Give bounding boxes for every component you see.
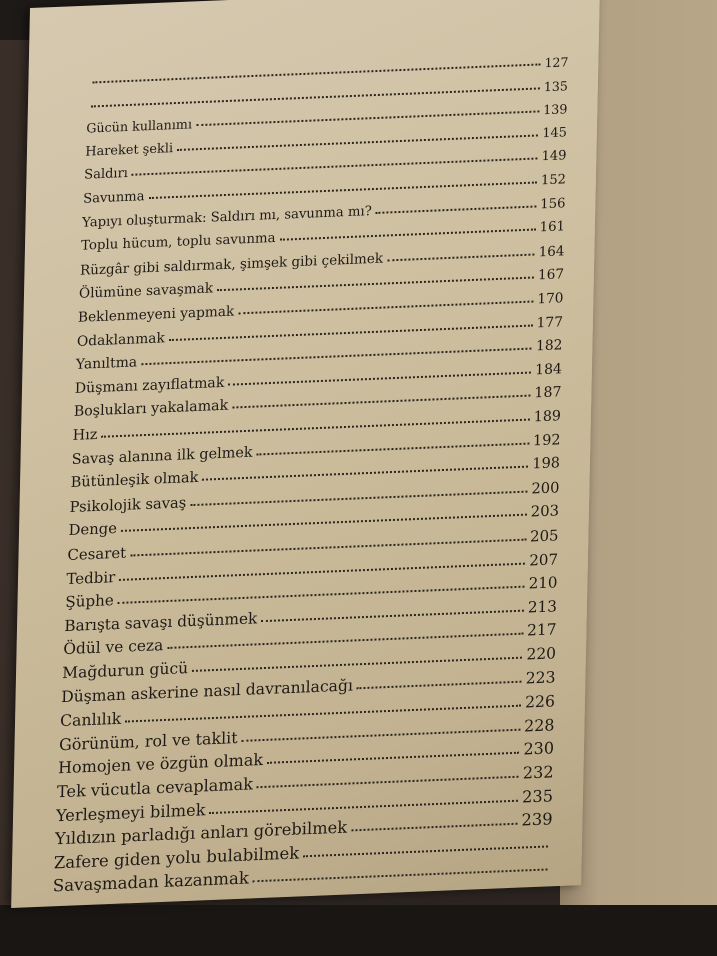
toc-entry-page-number: 127 (544, 54, 569, 71)
toc-entry-title: Gücün kullanımı (86, 116, 193, 136)
toc-entry-title: Hız (72, 426, 98, 444)
dot-leader (261, 609, 524, 622)
toc-entry-page-number: 170 (537, 290, 564, 308)
toc-entry-page-number: 220 (526, 644, 557, 664)
dot-leader (253, 869, 548, 883)
toc-entry-page-number: 187 (534, 384, 562, 402)
toc-entry-title: Görünüm, rol ve taklit (58, 727, 238, 755)
dot-leader (387, 253, 535, 261)
toc-entry-page-number: 152 (540, 172, 567, 189)
background-bottom (0, 905, 717, 956)
toc-entry-title: Boşlukları yakalamak (73, 398, 229, 421)
dot-leader (351, 823, 517, 832)
toc-entry-title: Cesaret (67, 543, 127, 565)
toc-entry-page-number: 223 (525, 667, 556, 688)
toc-entry-title: Yapıyı oluşturmak: Saldırı mı, savunma mı? (81, 203, 372, 231)
dot-leader (228, 371, 531, 385)
dot-leader (217, 277, 534, 292)
toc-entry-page-number: 200 (531, 479, 560, 498)
toc-entry-page-number: 210 (528, 573, 558, 593)
toc-entry-page-number: 135 (543, 77, 569, 94)
dot-leader (267, 752, 519, 764)
toc-entry-title: Psikolojik savaş (69, 494, 187, 516)
toc-entry-title: Beklenmeyeni yapmak (77, 303, 235, 326)
dot-leader (257, 776, 519, 789)
dot-leader (209, 799, 518, 813)
toc-entry-title: Toplu hücum, toplu savunma (80, 231, 276, 254)
dot-leader (169, 324, 533, 341)
toc-entry-title: Bütünleşik olmak (70, 470, 199, 492)
dot-leader (242, 728, 521, 741)
dot-leader (92, 63, 540, 83)
dot-leader (232, 395, 530, 409)
dot-leader (303, 845, 548, 857)
dot-leader (190, 490, 527, 506)
toc-entry-title: Düşman askerine nasıl davranılacağı (61, 676, 354, 706)
toc-entry-title: Düşmanı zayıflatmak (74, 374, 225, 397)
toc-entry-title: Zafere giden yolu bulabilmek (53, 843, 300, 873)
toc-entry-title: Ölümüne savaşmak (78, 280, 214, 303)
toc-entry-page-number: 213 (527, 597, 558, 617)
toc-entry-page-number: 164 (538, 243, 565, 261)
toc-entry-title: Ödül ve ceza (63, 636, 164, 659)
table-of-contents (11, 0, 600, 908)
toc-entry-page-number: 205 (529, 526, 559, 546)
dot-leader (238, 301, 533, 315)
dot-leader (91, 87, 540, 107)
dot-leader (132, 158, 538, 176)
toc-entry-page-number: 203 (530, 502, 560, 521)
toc-entry-title: Savaşmadan kazanmak (52, 868, 250, 896)
toc-entry-page-number: 189 (533, 408, 562, 426)
toc-entry-page-number: 177 (536, 313, 564, 331)
toc-entry-title: Savaş alanına ilk gelmek (71, 444, 253, 468)
toc-entry-title: Mağdurun gücü (62, 659, 189, 683)
toc-entry-title: Tek vücutla cevaplamak (56, 774, 254, 802)
toc-entry-title: Yıldızın parladığı anları görebilmek (54, 817, 348, 849)
toc-entry-title: Homojen ve özgün olmak (57, 750, 264, 778)
toc-entry-page-number: 232 (522, 762, 554, 783)
toc-entry-title: Denge (68, 520, 118, 540)
toc-entry-page-number: 239 (521, 809, 553, 830)
toc-entry-title: Saldırı (84, 166, 129, 184)
toc-entry-page-number: 149 (541, 148, 567, 165)
toc-entry-page-number: 184 (534, 361, 563, 379)
toc-entry-page-number: 167 (537, 266, 565, 284)
toc-entry-title: Şüphe (65, 591, 114, 612)
toc-entry-page-number: 230 (523, 738, 555, 759)
toc-entry-title: Hareket şekli (85, 140, 174, 160)
toc-entry-title: Rüzgâr gibi saldırmak, şimşek gibi çekilmek (79, 250, 384, 279)
dot-leader (279, 229, 535, 241)
toc-entry-title: Odaklanmak (76, 329, 165, 350)
toc-entry-page-number: 192 (532, 431, 561, 450)
dot-leader (256, 442, 528, 455)
toc-entry-page-number: 156 (540, 195, 566, 212)
dot-leader (148, 181, 537, 199)
toc-entry-title: Canlılık (59, 708, 122, 731)
toc-entry-page-number: 228 (523, 715, 555, 736)
toc-entry-page-number: 217 (526, 620, 557, 640)
toc-entry-page-number: 207 (529, 549, 559, 570)
dot-leader (141, 348, 532, 366)
dot-leader (376, 205, 537, 213)
dot-leader (177, 134, 538, 151)
toc-entry-page-number: 198 (532, 455, 561, 473)
toc-entry-title: Savunma (83, 189, 145, 207)
dot-leader (202, 466, 528, 481)
dot-leader (196, 111, 539, 127)
toc-entry-page-number: 139 (543, 101, 568, 118)
toc-entry-title: Tedbir (66, 567, 116, 588)
dot-leader (192, 657, 522, 672)
book-page (11, 0, 600, 908)
toc-entry-title: Yerleşmeyi bilmek (55, 799, 206, 825)
toc-entry-page-number: 182 (535, 337, 563, 355)
toc-entry-page-number: 226 (524, 691, 556, 712)
toc-entry-page-number: 161 (539, 219, 566, 236)
toc-entry-page-number: 235 (521, 785, 554, 807)
toc-entry-title: Barışta savaşı düşünmek (64, 609, 258, 635)
toc-entry-title: Yanıltma (75, 354, 138, 374)
toc-entry-page-number: 145 (542, 125, 568, 142)
dot-leader (357, 680, 522, 689)
